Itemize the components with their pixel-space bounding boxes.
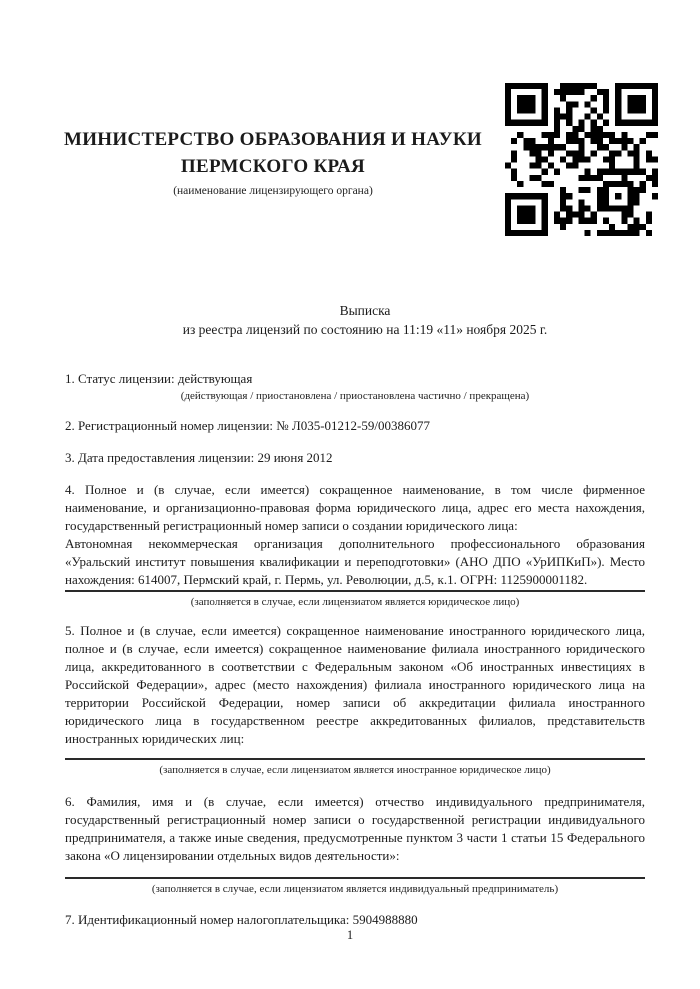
legal-entity-field-value: Автономная некоммерческая организация дополнительного профессионального образования «Уральский институт повышения квалификации и переподготовки» (АНО ДПО «УрИПКиП»). Место нахождения: 614007, Пермский край, г. Пермь, ул. Революции, д.5, к.1. ОГРН: 1125900001182. <box>65 535 645 592</box>
foreign-entity-empty-value-line <box>65 748 645 760</box>
individual-entrepreneur-field-label: 6. Фамилия, имя и (в случае, если имеется) отчество индивидуального предпринимателя, государственный регистрационный номер записи о государственной регистрации индивидуального предпринимателя, а также иные сведения, предусмотренные пунктом 3 части 1 статьи 15 Федерального закона «О лицензировании отдельных видов деятельности»: <box>65 794 645 863</box>
legal-entity-field-note: (заполняется в случае, если лицензиатом является юридическое лицо) <box>190 596 520 608</box>
individual-entrepreneur-field-note: (заполняется в случае, если лицензиатом является индивидуальный предприниматель) <box>151 883 559 895</box>
taxpayer-id-line: 7. Идентификационный номер налогоплательщика: 5904988880 <box>65 912 418 927</box>
ministry-name-line1: МИНИСТЕРСТВО ОБРАЗОВАНИЯ И НАУКИ <box>63 129 483 150</box>
license-status-options-note: (действующая / приостановлена / приостановлена частично / прекращена) <box>180 390 530 402</box>
ministry-name <box>63 126 483 180</box>
document-title-line1: Выписка <box>339 303 391 318</box>
licensing-authority-header <box>63 126 483 197</box>
license-status-line: 1. Статус лицензии: действующая <box>65 371 253 386</box>
page-number: 1 <box>346 928 354 942</box>
ministry-name-line2: ПЕРМСКОГО КРАЯ <box>180 156 366 177</box>
qr-code <box>505 83 658 236</box>
license-grant-date-line: 3. Дата предоставления лицензии: 29 июня 2012 <box>65 450 333 465</box>
document-title-line2: из реестра лицензий по состоянию на 11:19 «11» ноября 2025 г. <box>182 322 548 337</box>
registration-number-line: 2. Регистрационный номер лицензии: № Л035-01212-59/00386077 <box>65 418 431 433</box>
document-title <box>65 301 665 339</box>
legal-entity-field-label: 4. Полное и (в случае, если имеется) сокращенное наименование, в том числе фирменное наименование, и организационно-правовая форма юридического лица, адрес его места нахождения, государственный регистрационный номер записи о создании юридического лица: <box>65 482 645 533</box>
licensing-authority-caption: (наименование лицензирующего органа) <box>173 185 373 197</box>
individual-entrepreneur-empty-value-line <box>65 865 645 879</box>
foreign-entity-field-note: (заполняется в случае, если лицензиатом является иностранное юридическое лицо) <box>159 764 551 776</box>
document-body <box>65 370 645 929</box>
foreign-entity-field-label: 5. Полное и (в случае, если имеется) сокращенное наименование иностранного юридического лица, полное и (в случае, если имеется) сокращенное наименование филиала иностранного юридического лица, аккредитованного в соответствии с Федеральным законом «Об иностранных инвестициях в Российской Федерации», адрес (место нахождения) филиала иностранного юридического лица на территории Российской Федерации, номер записи об аккредитации филиала иностранного юридического лица в государственном реестре аккредитованных филиалов, представительств иностранных юридических лиц: <box>65 623 645 746</box>
